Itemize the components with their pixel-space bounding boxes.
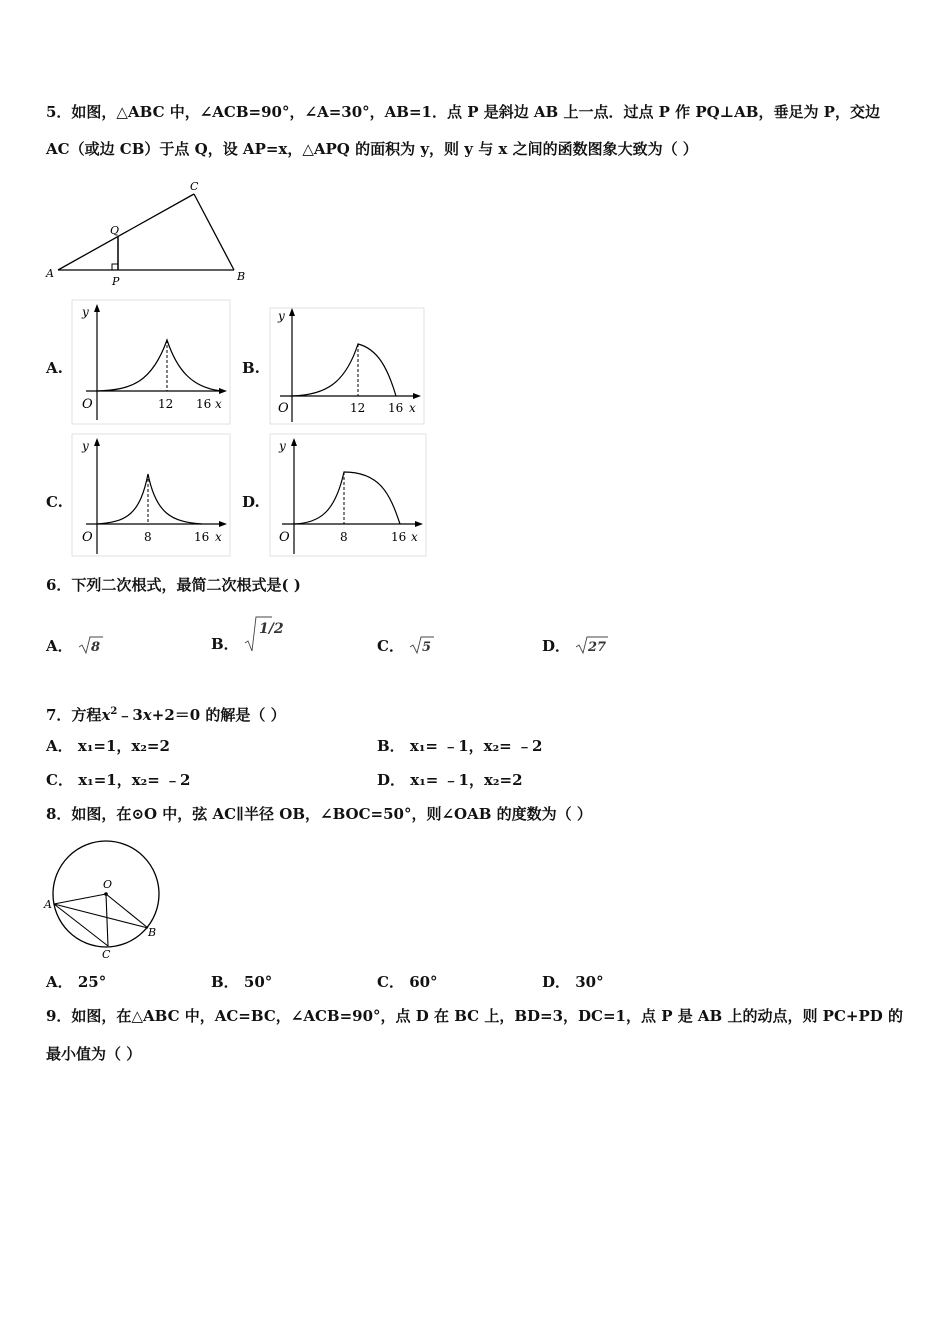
q5-label-q: Q	[110, 224, 120, 237]
q8-option-c[interactable]	[377, 972, 438, 992]
q5-d-tick-1: 8	[340, 530, 348, 544]
q8-circle-figure	[42, 836, 168, 962]
q5-b-tick-1: 12	[350, 401, 366, 415]
q5-option-b-graph[interactable]	[270, 304, 426, 426]
q7-stem-mid: ﹣3	[117, 706, 143, 724]
q8-stem: 8．如图，在⊙O 中，弦 AC∥半径 OB，∠BOC=50°，则∠OAB 的度数为（ ）	[46, 805, 592, 823]
q8-option-a-label: A．	[46, 973, 73, 991]
q5-b-origin: O	[278, 401, 289, 416]
q5-label-c: C	[190, 180, 199, 193]
q7-option-d[interactable]	[377, 770, 523, 790]
q8-option-b-label: B．	[211, 973, 239, 991]
q5-d-tick-2: 16	[391, 530, 407, 544]
q8-option-a-text: 25°	[77, 973, 107, 991]
q5-a-axis-y: y	[82, 305, 89, 319]
q8-option-c-text: 60°	[409, 973, 438, 991]
q7-stem-prefix: 7．方程	[46, 706, 102, 724]
q5-label-a: A	[46, 267, 54, 280]
q7-option-a-text: x₁=1，x₂=2	[77, 737, 170, 755]
q8-option-d-label: D．	[542, 973, 571, 991]
q8-option-b-text: 50°	[243, 973, 273, 991]
q6-option-c-label: C．	[377, 637, 404, 655]
q5-option-a-graph[interactable]	[72, 300, 232, 426]
q5-option-a-label[interactable]: A.	[46, 359, 63, 377]
q7-stem-var2: x	[142, 706, 152, 724]
q7-stem-suffix: +2＝0 的解是（ ）	[151, 706, 286, 724]
q5-a-axis-x: x	[215, 397, 222, 411]
q5-c-origin: O	[82, 530, 93, 545]
q9-stem-line1: 9．如图，在△ABC 中，AC=BC，∠ACB=90°，点 D 在 BC 上，BD=3，DC=1，点 P 是 AB 上的动点，则 PC+PD 的	[46, 1007, 903, 1025]
q7-option-a[interactable]	[46, 736, 170, 756]
q7-option-a-label: A．	[46, 737, 73, 755]
q5-d-axis-y: y	[279, 439, 286, 453]
q6-option-d-label: D．	[542, 637, 571, 655]
q6-option-b[interactable]	[211, 621, 284, 655]
q5-a-tick-1: 12	[158, 397, 174, 411]
q6-option-a[interactable]	[46, 634, 104, 656]
q6-option-b-radical	[244, 615, 284, 655]
q8-option-d[interactable]	[542, 972, 604, 992]
q6-option-d-radicand: 27	[588, 640, 607, 655]
q6-option-b-label: B．	[211, 635, 239, 653]
q5-label-b: B	[237, 270, 246, 283]
q5-c-tick-1: 8	[144, 530, 152, 544]
q5-d-origin: O	[279, 530, 290, 545]
q6-option-d-radical	[575, 634, 609, 656]
q8-label-a: A	[44, 898, 52, 911]
q6-option-c[interactable]	[377, 634, 435, 656]
q8-option-b[interactable]	[211, 972, 272, 992]
q8-option-d-text: 30°	[575, 973, 604, 991]
q5-label-p: P	[112, 275, 120, 288]
q7-stem	[46, 702, 286, 725]
q6-stem: 6．下列二次根式，最简二次根式是( )	[46, 576, 301, 594]
q8-option-c-label: C．	[377, 973, 404, 991]
q8-label-o: O	[103, 878, 113, 891]
q5-option-c-label[interactable]: C.	[46, 493, 63, 511]
q5-option-b-label[interactable]: B.	[242, 359, 260, 377]
q6-option-c-radicand: 5	[422, 640, 432, 655]
q5-option-d-graph[interactable]	[270, 434, 428, 558]
q7-stem-exp: 2	[110, 706, 118, 717]
q5-a-origin: O	[82, 397, 93, 412]
q7-option-c[interactable]	[46, 770, 190, 790]
q7-option-d-label: D．	[377, 771, 406, 789]
q5-c-axis-y: y	[82, 439, 89, 453]
q7-option-b-label: B．	[377, 737, 405, 755]
q5-c-axis-x: x	[215, 530, 222, 544]
q5-stem-line1: 5．如图，△ABC 中，∠ACB=90°，∠A=30°，AB=1．点 P 是斜边 AB 上一点．过点 P 作 PQ⊥AB，垂足为 P，交边	[46, 103, 880, 121]
q8-label-b: B	[148, 926, 157, 939]
q5-d-axis-x: x	[411, 530, 418, 544]
q8-label-c: C	[102, 948, 111, 961]
q6-option-a-label: A．	[46, 637, 73, 655]
q7-option-d-text: x₁= ﹣1，x₂=2	[410, 771, 523, 789]
q5-b-axis-y: y	[278, 309, 285, 323]
q5-c-tick-2: 16	[194, 530, 210, 544]
q9-stem-line2: 最小值为（ ）	[46, 1045, 142, 1063]
q5-a-tick-2: 16	[196, 397, 212, 411]
q6-option-b-radicand: 1/2	[258, 621, 284, 637]
q7-option-b[interactable]	[377, 736, 542, 756]
q5-triangle-figure	[44, 178, 248, 290]
q7-option-c-text: x₁=1，x₂= ﹣2	[78, 771, 191, 789]
q7-option-b-text: x₁= ﹣1，x₂= ﹣2	[409, 737, 543, 755]
q5-option-d-label[interactable]: D.	[242, 493, 260, 511]
q5-stem-line2: AC（或边 CB）于点 Q，设 AP=x，△APQ 的面积为 y，则 y 与 x 之间的函数图象大致为（ ）	[46, 140, 698, 158]
q5-b-axis-x: x	[409, 401, 416, 415]
q6-option-c-radical	[409, 634, 435, 656]
q6-option-a-radical	[78, 634, 104, 656]
q7-stem-var: x	[101, 706, 111, 724]
q5-b-tick-2: 16	[388, 401, 404, 415]
q6-option-d[interactable]	[542, 634, 609, 656]
q7-option-c-label: C．	[46, 771, 73, 789]
q6-option-a-radicand: 8	[90, 640, 100, 655]
q8-option-a[interactable]	[46, 972, 106, 992]
q5-option-c-graph[interactable]	[72, 434, 232, 558]
